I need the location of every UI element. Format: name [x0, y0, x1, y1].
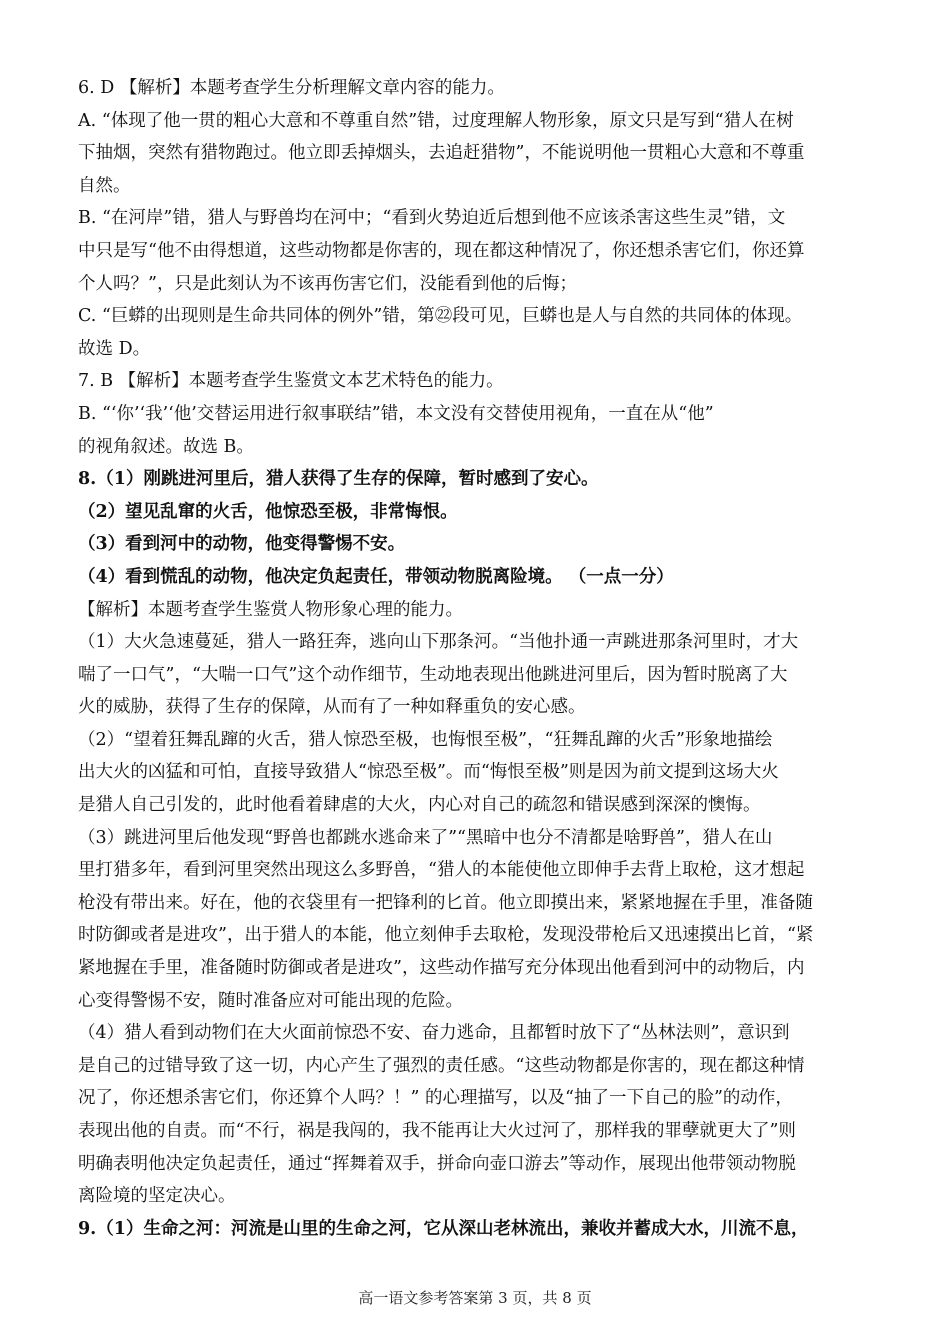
- explanation-line: 7. B 【解析】本题考查学生鉴赏文本艺术特色的能力。: [78, 371, 504, 392]
- explanation-line: 出大火的凶猛和可怕，直接导致猎人“惊恐至极”。而“悔恨至极”则是因为前文提到这场大火: [78, 762, 779, 783]
- explanation-line: （1）大火急速蔓延，猎人一路狂奔，逃向山下那条河。“当他扑通一声跳进那条河里时，才大: [78, 632, 799, 653]
- answer-key-line: 8.（1）刚跳进河里后，猎人获得了生存的保障，暂时感到了安心。: [78, 469, 599, 490]
- explanation-line: 况了，你还想杀害它们，你还算个人吗？！” 的心理描写，以及“抽了一下自己的脸”的动作，: [78, 1088, 793, 1109]
- explanation-line: 的视角叙述。故选 B。: [78, 436, 254, 457]
- explanation-line: 6. D 【解析】本题考查学生分析理解文章内容的能力。: [78, 78, 505, 98]
- explanation-line: 里打猎多年，看到河里突然出现这么多野兽，“猎人的本能使他立即伸手去背上取枪，这才想起: [78, 860, 805, 881]
- explanation-line: 是猎人自己引发的，此时他看着肆虐的大火，内心对自己的疏忽和错误感到深深的懊悔。: [78, 795, 761, 816]
- explanation-line: 故选 D。: [78, 338, 151, 359]
- explanation-line: 中只是写“他不由得想道，这些动物都是你害的，现在都这种情况了，你还想杀害它们，你还算: [78, 240, 805, 261]
- explanation-line: 喘了一口气”，“大喘一口气”这个动作细节，生动地表现出他跳进河里后，因为暂时脱离了大: [78, 664, 788, 685]
- answer-key-line: （4）看到慌乱的动物，他决定负起责任，带领动物脱离险境。 （一点一分）: [78, 566, 674, 587]
- page-footer: 高一语文参考答案第 3 页，共 8 页: [358, 1289, 592, 1307]
- explanation-line: 是自己的过错导致了这一切，内心产生了强烈的责任感。“这些动物都是你害的，现在都这种情: [78, 1055, 805, 1076]
- explanation-line: （2）“望着狂舞乱蹿的火舌，猎人惊恐至极，也悔恨至极”，“狂舞乱蹿的火舌”形象地描绘: [78, 729, 773, 750]
- explanation-line: C. “巨蟒的出现则是生命共同体的例外”错，第㉒段可见，巨蟒也是人与自然的共同体的体现。: [78, 306, 803, 327]
- answer-key-line: （3）看到河中的动物，他变得警惕不安。: [78, 534, 406, 555]
- explanation-line: A. “体现了他一贯的粗心大意和不尊重自然”错，过度理解人物形象，原文只是写到“猎人在树: [78, 110, 794, 131]
- explanation-line: 火的威胁，获得了生存的保障，从而有了一种如释重负的安心感。: [78, 697, 586, 718]
- explanation-line: B. “在河岸”错，猎人与野兽均在河中；“看到火势迫近后想到他不应该杀害这些生灵”错，文: [78, 208, 786, 229]
- explanation-line: 自然。: [78, 175, 131, 196]
- explanation-line: （3）跳进河里后他发现“野兽也都跳水逃命来了”“黑暗中也分不清都是啥野兽”，猎人在山: [78, 827, 773, 848]
- explanation-line: 【解析】本题考查学生鉴赏人物形象心理的能力。: [78, 599, 463, 620]
- explanation-line: 心变得警惕不安，随时准备应对可能出现的危险。: [78, 990, 463, 1011]
- explanation-line: 枪没有带出来。好在，他的衣袋里有一把锋利的匕首。他立即摸出来，紧紧地握在手里，准备随: [78, 892, 813, 913]
- explanation-line: 表现出他的自责。而“不行，祸是我闯的，我不能再让大火过河了，那样我的罪孽就更大了”则: [78, 1121, 796, 1141]
- explanation-line: 紧地握在手里，准备随时防御或者是进攻”，这些动作描写充分体现出他看到河中的动物后，内: [78, 958, 805, 979]
- explanation-line: （4）猎人看到动物们在大火面前惊恐不安、奋力逃命，且都暂时放下了“丛林法则”，意识到: [78, 1023, 790, 1044]
- explanation-line: 明确表明他决定负起责任，通过“挥舞着双手，拼命向壶口游去”等动作，展现出他带领动物脱: [78, 1153, 796, 1174]
- explanation-line: B. “‘你’‘我’‘他’交替运用进行叙事联结”错，本文没有交替使用视角，一直在从“他”: [78, 403, 714, 424]
- explanation-line: 个人吗？”，只是此刻认为不该再伤害它们，没能看到他的后悔；: [78, 273, 577, 294]
- answer-key-line: 9.（1）生命之河：河流是山里的生命之河，它从深山老林流出，兼收并蓄成大水，川流不息，: [78, 1218, 809, 1239]
- explanation-line: 下抽烟，突然有猎物跑过。他立即丢掉烟头，去追赶猎物”，不能说明他一贯粗心大意和不尊重: [78, 143, 805, 164]
- explanation-line: 时防御或者是进攻”，出于猎人的本能，他立刻伸手去取枪，发现没带枪后又迅速摸出匕首，“紧: [78, 925, 814, 946]
- answer-key-line: （2）望见乱窜的火舌，他惊恐至极，非常悔恨。: [78, 501, 458, 522]
- answer-text-body: [78, 72, 876, 1245]
- explanation-line: 离险境的坚定决心。: [78, 1186, 236, 1207]
